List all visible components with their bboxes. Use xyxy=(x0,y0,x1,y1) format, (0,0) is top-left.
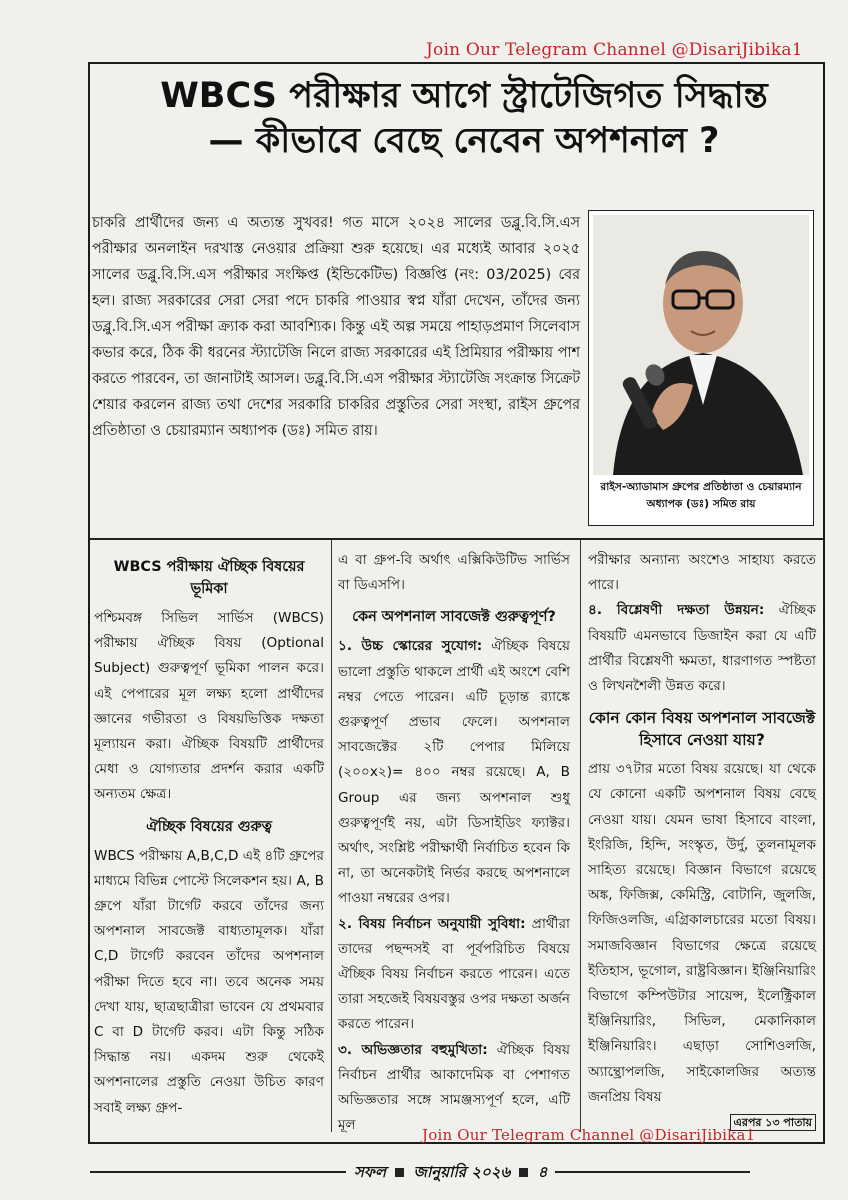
col2-point-1-lead: ১. উচ্চ স্কোরের সুযোগ: xyxy=(338,638,483,655)
col2-point-3 xyxy=(338,1038,570,1139)
col2-point-3-lead: ৩. অভিজ্ঞতার বহুমুখিতা: xyxy=(338,1041,488,1058)
footer-page-number: ৪ xyxy=(537,1163,548,1181)
continued-on-page-label: এরপর ১৩ পাতায় xyxy=(730,1114,816,1131)
col2-heading-why: কেন অপশনাল সাবজেক্ট গুরুত্বপূর্ণ? xyxy=(352,609,556,626)
col3-paragraph-cont: পরীক্ষার অন্যান্য অংশেও সাহায্য করতে পারে। xyxy=(588,552,816,594)
portrait-box xyxy=(588,210,814,526)
col3-point-4-text: ঐচ্ছিক বিষয়টি এমনভাবে ডিজাইন করা যে এটি প্রার্থীর বিশ্লেষণী ক্ষমতা, ধারণাগত স্পষ্টতা ও লিখনশৈলী উন্নত করে। xyxy=(588,602,817,695)
telegram-watermark-bottom: Join Our Telegram Channel @DisariJibika1 xyxy=(422,1126,756,1144)
intro-paragraph: চাকরি প্রার্থীদের জন্য এ অত্যন্ত সুখবর! গত মাসে ২০২৪ সালের ডব্লু.বি.সি.এস পরীক্ষার অনলাইন দরখাস্ত নেওয়ার প্রক্রিয়া শুরু হয়েছে। এর মধ্যেই আবার ২০২৫ সালের ডব্লু.বি.সি.এস পরীক্ষার সংক্ষিপ্ত (ইন্ডিকেটিভ) বিজ্ঞপ্তি (নং: 03/2025) বের হল। রাজ্য সরকারের সেরা সেরা পদে চাকরি পাওয়ার স্বপ্ন যাঁরা দেখেন, তাঁদের জন্য ডব্লু.বি.সি.এস পরীক্ষা ক্র্যাক করা আবশ্যিক। কিন্তু এই অল্প সময়ে পাহাড়প্রমাণ সিলেবাস কভার করে, ঠিক কী ধরনের স্ট্যাটেজি নিলে রাজ্য সরকারের এই প্রিমিয়ার পরীক্ষায় পাশ করতে পারবেন, তা জানাটাই আসল। ডব্লু.বি.সি.এস পরীক্ষার স্ট্যাটেজি সংক্রান্ত সিক্রেট শেয়ার করলেন রাজ্য তথা দেশের সরকারি চাকরির প্রস্তুতির সেরা সংস্থা, রাইস গ্রুপের প্রতিষ্ঠাতা ও চেয়ারম্যান অধ্যাপক (ডঃ) সমিত রায়। xyxy=(92,215,580,439)
col3-heading-subjects: কোন কোন বিষয় অপশনাল সাবজেক্ট হিসাবে নেওয়া যায়? xyxy=(588,709,816,750)
col2-point-1 xyxy=(338,634,570,911)
col3-point-4-lead: ৪. বিশ্লেষণী দক্ষতা উন্নয়ন: xyxy=(588,602,765,619)
col1-paragraph-importance: WBCS পরীক্ষায় A,B,C,D এই ৪টি গ্রুপের মাধ্যমে বিভিন্ন পোস্টে সিলেকশন হয়। A, B গ্রুপে যাঁরা টার্গেট করবে তাঁদের জন্য অপশনাল সাবজেক্ট বাধ্যতামূলক। যাঁরা C,D টার্গেট করবেন তাঁদের অপশনাল পরীক্ষা দিতে হবে না। তবে অনেক সময় দেখা যায়, ছাত্রছাত্রীরা ভাবেন যে প্রথমবার C বা D টার্গেট করব। এটা কিন্তু সঠিক সিদ্ধান্ত নয়। একদম শুরু থেকেই অপশনালের প্রস্তুতি নেওয়া উচিত কারণ সবাই লক্ষ্য গ্রুপ- xyxy=(94,847,324,1116)
col3-point-4 xyxy=(588,598,816,699)
page-footer xyxy=(346,1161,555,1186)
telegram-watermark-top: Join Our Telegram Channel @DisariJibika1 xyxy=(426,40,803,60)
headline-line-2: — কীভাবে বেছে নেবেন অপশনাল ? xyxy=(208,120,720,161)
portrait-caption: রাইস-অ্যাডামাস গ্রুপের প্রতিষ্ঠাতা ও চেয়ারম্যান অধ্যাপক (ডঃ) সমিত রায় xyxy=(600,481,802,510)
footer-brand: সফল xyxy=(354,1163,387,1181)
col2-paragraph-cont: এ বা গ্রুপ-বি অর্থাৎ এক্সিকিউটিভ সার্ভিস বা ডিএসপি। xyxy=(338,552,570,594)
headline-line-1: WBCS পরীক্ষার আগে স্ট্রাটেজিগত সিদ্ধান্ত xyxy=(160,76,768,116)
col2-point-2 xyxy=(338,912,570,1038)
article-headline xyxy=(104,76,824,161)
column-rule-1 xyxy=(331,540,332,1132)
col1-paragraph-role: পশ্চিমবঙ্গ সিভিল সার্ভিস (WBCS) পরীক্ষায় ঐচ্ছিক বিষয় (Optional Subject) গুরুত্বপূর্ণ ভূমিকা পালন করে। এই পেপারের মূল লক্ষ্য হলো প্রার্থীদের জ্ঞানের গভীরতা ও বিষয়ভিত্তিক দক্ষতা মূল্যায়ন করা। ঐচ্ছিক বিষয়টি প্রার্থীদের মেধা ও যোগ্যতার প্রদর্শন করার একটি অন্যতম ক্ষেত্র। xyxy=(94,610,324,803)
col1-heading-role: WBCS পরীক্ষায় ঐচ্ছিক বিষয়ের ভূমিকা xyxy=(113,559,305,597)
column-1 xyxy=(94,548,324,1121)
portrait-photo xyxy=(593,215,809,475)
col2-point-3-text: ঐচ্ছিক বিষয় নির্বাচন প্রার্থীর আকাদেমিক বা পেশাগত অভিজ্ঞতার সঙ্গে সামঞ্জস্যপূর্ণ হলে, এটি মূল xyxy=(338,1041,570,1134)
col2-point-1-text: ঐচ্ছিক বিষয়ে ভালো প্রস্তুতি থাকলে প্রার্থী এই অংশে বেশি নম্বর পেতে পারেন। এটি চূড়ান্ত র‍্যাঙ্কে গুরুত্বপূর্ণ প্রভাব ফেলে। অপশনাল সাবজেক্টের ২টি পেপার মিলিয়ে (২০০x২)= ৪০০ নম্বর রয়েছে। A, B Group এর জন্য অপশনাল শুধু গুরুত্বপূর্ণই নয়, এটা ডিসাইডিং ফ্যাক্টর। অর্থাৎ, সংশ্লিষ্ট পরীক্ষার্থী নির্বাচিত হবেন কি না, তা অনেকটাই নির্ভর করছে অপশনালে পাওয়া নম্বরের ওপর। xyxy=(338,638,570,907)
col2-point-2-lead: ২. বিষয় নির্বাচন অনুযায়ী সুবিধা: xyxy=(338,915,526,932)
col3-paragraph-subjects: প্রায় ৩৭টার মতো বিষয় রয়েছে। যা থেকে যে কোনো একটি অপশনাল বিষয় বেছে নেওয়া যায়। যেমন ভাষা হিসাবে বাংলা, ইংরিজি, হিন্দি, সংস্কৃত, উর্দু, তুলনামূলক সাহিত্য রয়েছে। বিজ্ঞান বিভাগে রয়েছে অঙ্ক, ফিজিক্স, কেমিস্ট্রি, বোটানি, জুলজি, ফিজিওলজি, এগ্রিকালচারের মতো বিষয়। সমাজবিজ্ঞান বিভাগের ক্ষেত্রে রয়েছে ইতিহাস, ভূগোল, রাষ্ট্রবিজ্ঞান। ইঞ্জিনিয়ারিং বিভাগে কম্পিউটার সায়েন্স, ইলেক্ট্রিকাল ইঞ্জিনিয়ারিং, সিভিল, মেকানিকাল ইঞ্জিনিয়ারিং। এছাড়া সোশিওলজি, অ্যান্থ্রোপলজি, সাইকোলজির অত্যন্ত জনপ্রিয় বিষয় xyxy=(588,761,816,1105)
footer-square-icon-2 xyxy=(519,1168,528,1177)
col1-heading-importance: ঐচ্ছিক বিষয়ের গুরুত্ব xyxy=(146,818,272,835)
column-2 xyxy=(338,548,570,1138)
footer-square-icon xyxy=(395,1168,404,1177)
speaker-portrait-image xyxy=(593,215,809,475)
column-3 xyxy=(588,548,816,1135)
column-rule-2 xyxy=(580,540,581,1132)
col2-point-2-text: প্রার্থীরা তাদের পছন্দসই বা পূর্বপরিচিত বিষয়ে ঐচ্ছিক বিষয় নির্বাচন করতে পারেন। এতে তারা সহজেই বিষয়বস্তুর ওপর দক্ষতা অর্জন করতে পারেন। xyxy=(338,915,570,1033)
section-divider xyxy=(90,538,823,540)
footer-issue: জানুয়ারি ২০২৬ xyxy=(413,1163,511,1181)
